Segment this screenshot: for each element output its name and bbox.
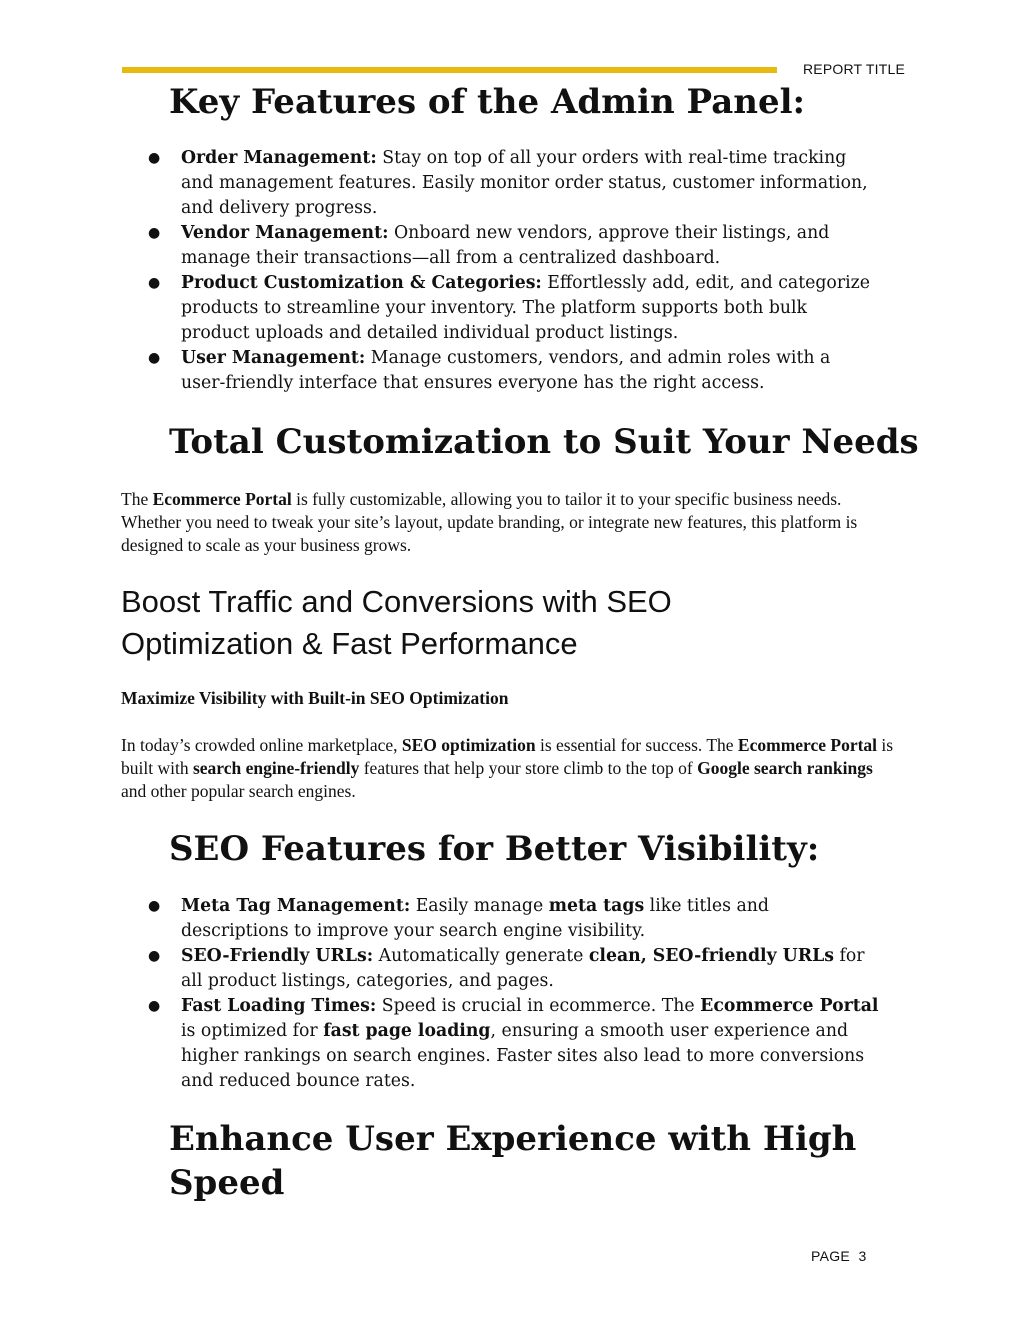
text-run: features that help your store climb to the top of: [359, 758, 698, 778]
bullet-icon: ●: [148, 275, 161, 291]
item-label: User Management:: [181, 348, 366, 368]
bold-run: Ecommerce Portal: [700, 996, 879, 1016]
text-run: Automatically generate: [373, 946, 589, 966]
list-item: [145, 894, 880, 944]
text-run: like titles and descriptions to improve your search engine visibility.: [181, 896, 769, 941]
item-label: Fast Loading Times:: [181, 996, 377, 1016]
bold-run: clean, SEO-friendly URLs: [588, 946, 834, 966]
item-label: Order Management:: [181, 148, 377, 168]
heading-admin-panel: Key Features of the Admin Panel:: [169, 82, 806, 122]
text-run: In today’s crowded online marketplace,: [121, 735, 402, 755]
bold-run: Ecommerce Portal: [737, 735, 878, 755]
item-label: Product Customization & Categories:: [181, 273, 542, 293]
item-label: Vendor Management:: [181, 223, 389, 243]
bullet-icon: ●: [148, 948, 161, 964]
heading-line: Enhance User Experience with High: [169, 1119, 857, 1159]
list-item: [145, 944, 880, 994]
bullet-icon: ●: [148, 225, 161, 241]
text-run: Speed is crucial in ecommerce. The: [376, 996, 701, 1016]
item-text: Manage customers, vendors, and admin roles with a user-friendly interface that ensures everyone has the right access.: [181, 348, 831, 393]
item-label: SEO-Friendly URLs:: [181, 946, 374, 966]
heading-user-experience: [169, 1117, 856, 1205]
page-number-value: 3: [858, 1248, 867, 1264]
bullet-icon: ●: [148, 998, 161, 1014]
seo-features-list: [145, 894, 880, 1094]
text-run: is fully customizable, allowing you to tailor it to your specific business needs. Whether you need to tweak your site’s layout, update branding, or integrate new features, this platform is designed to scale as your business grows.: [121, 489, 858, 555]
subheading-seo-visibility: Maximize Visibility with Built-in SEO Optimization: [121, 688, 509, 708]
bold-run: Ecommerce Portal: [152, 489, 292, 509]
text-run: for all product listings, categories, and pages.: [181, 946, 865, 991]
report-title: REPORT TITLE: [803, 61, 905, 77]
text-run: The: [121, 489, 153, 509]
heading-customization: Total Customization to Suit Your Needs: [169, 422, 919, 462]
text-run: is essential for success. The: [535, 735, 738, 755]
bold-run: fast page loading: [323, 1021, 491, 1041]
heading-line: Boost Traffic and Conversions with SEO: [121, 584, 672, 619]
heading-seo-performance: [121, 581, 881, 665]
admin-features-list: [145, 146, 880, 396]
list-item: [145, 994, 880, 1094]
page-number: [811, 1248, 867, 1264]
bold-run: Google search rankings: [697, 758, 873, 778]
text-run: , ensuring a smooth user experience and higher rankings on search engines. Faster sites also lead to more conversions and reduced bounce rates.: [181, 1021, 865, 1091]
list-item: [145, 271, 880, 346]
heading-seo-features: SEO Features for Better Visibility:: [169, 829, 820, 869]
page-label: PAGE: [811, 1248, 851, 1264]
header-accent-bar: [122, 67, 777, 73]
text-run: is built with: [121, 735, 894, 778]
item-text: Effortlessly add, edit, and categorize products to streamline your inventory. The platform supports both bulk product uploads and detailed individual product listings.: [181, 273, 870, 343]
bullet-icon: ●: [148, 350, 161, 366]
item-label: Meta Tag Management:: [181, 896, 411, 916]
list-item: [145, 146, 880, 221]
item-text: Onboard new vendors, approve their listings, and manage their transactions—all from a centralized dashboard.: [181, 223, 830, 268]
text-run: is optimized for: [181, 1021, 324, 1041]
item-text: Stay on top of all your orders with real-time tracking and management features. Easily monitor order status, customer information, and delivery progress.: [181, 148, 868, 218]
customization-paragraph: [121, 488, 901, 557]
bullet-icon: ●: [148, 150, 161, 166]
bold-run: SEO optimization: [401, 735, 536, 755]
bold-run: meta tags: [548, 896, 645, 916]
list-item: [145, 221, 880, 271]
list-item: [145, 346, 880, 396]
heading-line: Optimization & Fast Performance: [121, 626, 578, 661]
heading-line: Speed: [169, 1163, 285, 1203]
text-run: and other popular search engines.: [121, 781, 356, 801]
bold-run: search engine-friendly: [192, 758, 360, 778]
text-run: Easily manage: [410, 896, 549, 916]
seo-paragraph: [121, 734, 901, 803]
bullet-icon: ●: [148, 898, 161, 914]
